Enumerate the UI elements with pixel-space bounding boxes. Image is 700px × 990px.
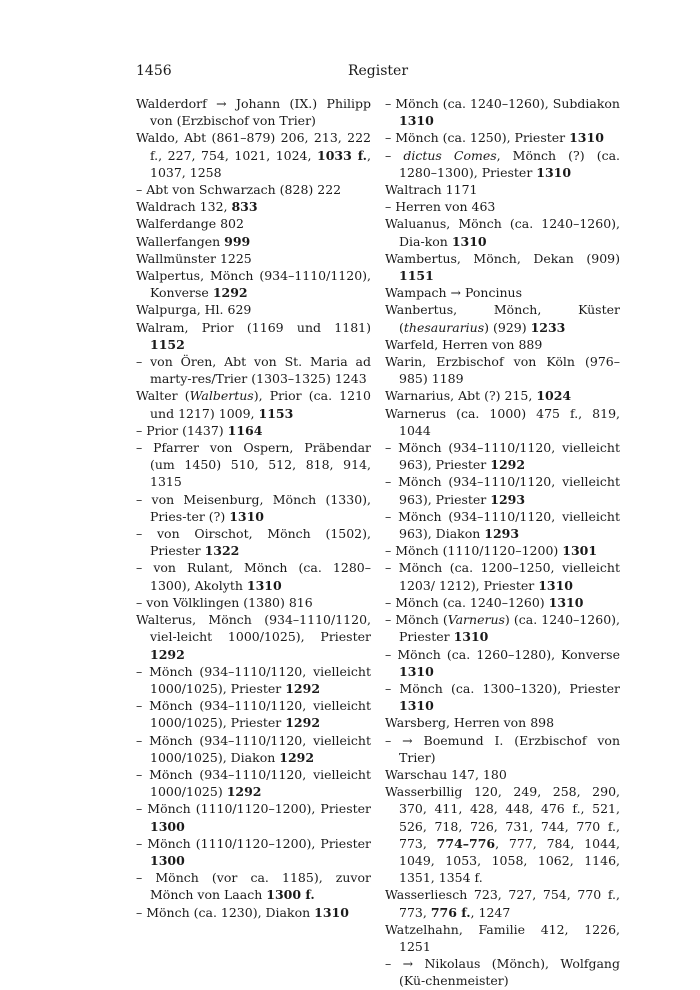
index-entry: Wampach → Poncinus (385, 285, 522, 301)
index-entry: Waldrach 132, 833 (136, 199, 258, 215)
index-entry: Wallmünster 1225 (136, 250, 252, 266)
index-entry: Waluanus, Mönch (ca. 1240–1260), Dia-kon 1310 (385, 216, 620, 249)
index-entry: – Mönch (ca. 1240–1260), Subdiakon 1310 (385, 96, 620, 129)
index-entry: Wallerfangen 999 (136, 233, 251, 249)
index-entry: – Prior (1437) 1164 (136, 422, 263, 438)
index-entry: – Mönch (vor ca. 1185), zuvor Mönch von Laach 1300 f. (136, 870, 371, 903)
index-entry: Watzelhahn, Familie 412, 1226, 1251 (385, 921, 620, 954)
index-entry: Waldo, Abt (861–879) 206, 213, 222 f., 227, 754, 1021, 1024, 1033 f., 1037, 1258 (136, 130, 371, 180)
index-entry: – dictus Comes, Mönch (?) (ca. 1280–1300), Priester 1310 (385, 147, 620, 180)
index-entry: – Mönch (1110/1120–1200), Priester 1300 (136, 835, 371, 868)
index-entry: – Mönch (ca. 1260–1280), Konverse 1310 (385, 646, 620, 679)
index-entry: – Mönch (ca. 1200–1250, vielleicht 1203/ 1212), Priester 1310 (385, 560, 620, 593)
index-entry: – Mönch (934–1110/1120, vielleicht 1000/1025) 1292 (136, 766, 371, 800)
index-entry: – von Meisenburg, Mönch (1330), Pries-ter (?) 1310 (136, 491, 371, 524)
index-entry: – von Völklingen (1380) 816 (136, 594, 313, 610)
index-column-right (385, 95, 620, 990)
running-title: Register (347, 63, 409, 79)
index-entry: Wanbertus, Mönch, Küster (thesaurarius) (929) 1233 (385, 302, 620, 335)
index-entry: Walderdorf → Johann (IX.) Philipp von (Erzbischof von Trier) (136, 96, 371, 129)
index-entry: – Mönch (934–1110/1120, vielleicht 1000/1025), Priester 1292 (136, 663, 371, 696)
index-entry: – → Nikolaus (Mönch), Wolfgang (Kü-chenmeister) (385, 956, 620, 989)
index-entry: – Mönch (ca. 1250), Priester 1310 (385, 130, 604, 146)
index-entry: Walpurga, Hl. 629 (136, 302, 252, 318)
index-entry: Walter (Walbertus), Prior (ca. 1210 und 1217) 1009, 1153 (136, 388, 371, 421)
index-entry: – Mönch (934–1110/1120, vielleicht 1000/1025), Diakon 1292 (136, 732, 371, 765)
index-entry: – von Oirschot, Mönch (1502), Priester 1322 (136, 526, 371, 559)
index-entry: – → Boemund I. (Erzbischof von Trier) (385, 732, 620, 765)
index-entry: – Herren von 463 (385, 199, 496, 215)
index-entry: Wasserliesch 723, 727, 754, 770 f., 773, 776 f., 1247 (385, 887, 620, 920)
index-entry: – Mönch (934–1110/1120, vielleicht 963), Priester 1293 (385, 474, 620, 507)
page-number: 1456 (136, 63, 172, 79)
index-entry: Warnerus (ca. 1000) 475 f., 819, 1044 (385, 405, 620, 438)
index-entry: Wambertus, Mönch, Dekan (909) 1151 (385, 250, 620, 284)
index-entry: Walferdange 802 (136, 216, 244, 232)
index-entry: – von Ören, Abt von St. Maria ad marty-res/Trier (1303–1325) 1243 (136, 354, 371, 387)
index-entry: Walterus, Mönch (934–1110/1120, viel-leicht 1000/1025), Priester 1292 (136, 612, 371, 662)
index-entry: Warfeld, Herren von 889 (385, 336, 543, 352)
index-entry: Warnarius, Abt (?) 215, 1024 (385, 388, 572, 404)
index-entry: – Mönch (934–1110/1120, vielleicht 1000/1025), Priester 1292 (136, 698, 371, 731)
index-entry: – Mönch (934–1110/1120, vielleicht 963), Priester 1292 (385, 440, 620, 473)
page-header (136, 60, 620, 82)
index-entry: Walpertus, Mönch (934–1110/1120), Konverse 1292 (136, 268, 371, 301)
index-entry: – Mönch (ca. 1230), Diakon 1310 (136, 904, 349, 920)
index-entry: Warschau 147, 180 (385, 766, 507, 782)
index-entry: – Mönch (1110/1120–1200), Priester 1300 (136, 801, 371, 834)
index-entry: – von Rulant, Mönch (ca. 1280–1300), Akolyth 1310 (136, 560, 371, 593)
index-entry: Waltrach 1171 (385, 182, 478, 198)
index-entry: – Mönch (1110/1120–1200) 1301 (385, 543, 598, 559)
index-entry: Walram, Prior (1169 und 1181) 1152 (136, 319, 371, 352)
index-entry: – Abt von Schwarzach (828) 222 (136, 182, 342, 198)
index-column-left (136, 95, 371, 921)
index-entry: – Mönch (ca. 1240–1260) 1310 (385, 594, 584, 610)
index-entry: Warin, Erzbischof von Köln (976–985) 1189 (385, 354, 620, 387)
index-entry: – Pfarrer von Ospern, Präbendar (um 1450) 510, 512, 818, 914, 1315 (136, 440, 371, 490)
index-entry: – Mönch (ca. 1300–1320), Priester 1310 (385, 680, 620, 714)
index-entry: Warsberg, Herren von 898 (385, 715, 555, 731)
index-entry: – Mönch (934–1110/1120, vielleicht 963), Diakon 1293 (385, 508, 620, 542)
index-entry: Wasserbillig 120, 249, 258, 290, 370, 411, 428, 448, 476 f., 521, 526, 718, 726, 731, 744, 770 f., 773, 774–776, 777, 784, 1044, 1049, 1053, 1058, 1062, 1146, 1351, 1354 f. (385, 784, 621, 886)
index-entry: – Mönch (Varnerus) (ca. 1240–1260), Priester 1310 (385, 612, 620, 645)
